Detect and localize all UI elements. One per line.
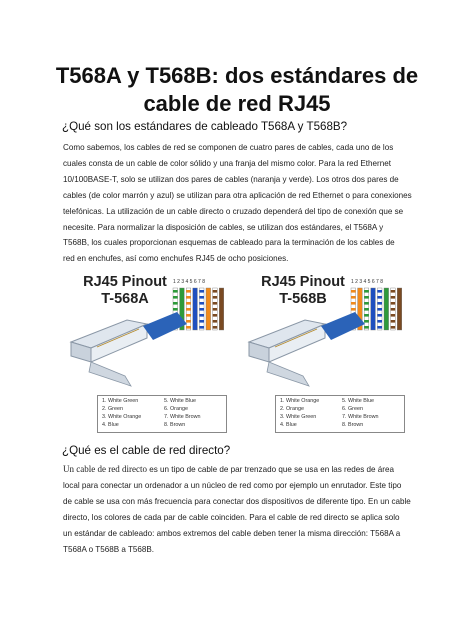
wire-stripe	[391, 296, 396, 299]
legend-item: 1. White Green	[102, 398, 139, 404]
paragraph-line: local para conectar un ordenador a un núcleo de red como por ejemplo un enrutador. Este tipo	[63, 480, 402, 490]
wire-6	[384, 288, 389, 330]
wire-stripe	[351, 308, 356, 311]
wire-stripe	[173, 296, 178, 299]
lead-phrase: Un cable de red directo	[63, 464, 147, 474]
wire-stripe	[391, 302, 396, 305]
legend-item: 6. Orange	[164, 406, 188, 412]
pinout-standard-name: T-568A	[101, 291, 149, 307]
paragraph-standards	[63, 140, 413, 267]
wire-stripe	[199, 308, 204, 311]
legend-item: 6. Green	[342, 406, 363, 412]
wire-stripe	[213, 320, 218, 323]
pinout-heading: RJ45 Pinout	[261, 274, 345, 290]
wire-stripe	[186, 290, 191, 293]
legend-item: 2. Green	[102, 406, 123, 412]
pinout-heading: RJ45 Pinout	[83, 274, 167, 290]
wire-stripe	[351, 290, 356, 293]
wire-stripe	[377, 314, 382, 317]
legend-item: 4. Blue	[280, 422, 297, 428]
wire-8	[219, 288, 224, 330]
paragraph-line: Como sabemos, los cables de red se componen de cuatro pares de cables, cada uno de los	[63, 143, 394, 152]
paragraph-line: 10/100BASE-T, solo se utilizan dos pares de cables (naranja y verde). Los otros dos pares de	[63, 174, 399, 184]
legend-item: 3. White Green	[280, 414, 317, 420]
wire-stripe	[186, 314, 191, 317]
legend-item: 8. Brown	[164, 422, 186, 428]
pinout-panel-t568b	[239, 268, 411, 434]
wire-stripe	[186, 320, 191, 323]
legend-item: 1. White Orange	[280, 398, 320, 404]
wire-stripe	[213, 308, 218, 311]
network-cable	[143, 312, 187, 340]
wire-stripe	[377, 302, 382, 305]
legend-item: 7. White Brown	[164, 414, 201, 420]
rj45-plug-illustration-t568a	[61, 268, 233, 394]
wire-stripe	[364, 320, 369, 323]
rj45-plug-illustration-t568b	[239, 268, 411, 394]
pin-numbers-label: 1 2 3 4 5 6 7 8	[173, 279, 205, 285]
title-line-1: T568A y T568B: dos estándares de	[55, 63, 419, 88]
legend-item: 4. Blue	[102, 422, 119, 428]
paragraph-line: telefónicas. La utilización de un cable directo o cruzado dependerá del tipo de conexión que se	[63, 206, 404, 216]
wire-stripe	[364, 308, 369, 311]
rj45-pinout-figure	[61, 268, 413, 434]
wire-stripe	[377, 326, 382, 329]
wire-4	[193, 288, 198, 330]
wire-stripe	[213, 290, 218, 293]
wire-stripe	[199, 290, 204, 293]
wire-stripe	[377, 308, 382, 311]
section-heading-straight-cable: ¿Qué es el cable de red directo?	[62, 444, 231, 457]
wire-stripe	[186, 296, 191, 299]
wire-stripe	[377, 290, 382, 293]
legend-item: 5. White Blue	[342, 398, 375, 404]
wire-stripe	[213, 296, 218, 299]
wire-stripe	[391, 290, 396, 293]
wire-stripe	[377, 296, 382, 299]
wire-stripe	[173, 290, 178, 293]
wire-color-legend-t568a	[97, 395, 227, 433]
wire-stripe	[364, 326, 369, 329]
wire-stripe	[364, 314, 369, 317]
legend-item: 3. White Orange	[102, 414, 142, 420]
wire-stripe	[213, 326, 218, 329]
plug-latch	[89, 362, 131, 386]
wire-stripe	[391, 320, 396, 323]
wire-stripe	[351, 302, 356, 305]
legend-item: 2. Orange	[280, 406, 304, 412]
paragraph-line: cuales consta de un cable de color sólido y una franja del mismo color. Para la red Ethernet	[63, 158, 391, 168]
wire-stripe	[213, 302, 218, 305]
wire-stripe	[199, 314, 204, 317]
paragraph-line: un estándar de cableado: ambos extremos del cable deben tener la misma dirección: T568A a	[63, 528, 401, 538]
wire-stripe	[391, 326, 396, 329]
legend-item: 5. White Blue	[164, 398, 197, 404]
wire-stripe	[186, 326, 191, 329]
paragraph-line: cables (de color marrón y azul) se utilizan para otra aplicación de red Ethernet o para conexiones	[63, 190, 412, 200]
document-title	[40, 62, 434, 118]
wire-4	[371, 288, 376, 330]
network-cable	[321, 312, 365, 340]
plug-latch	[267, 362, 309, 386]
wire-stripe	[173, 302, 178, 305]
legend-item: 7. White Brown	[342, 414, 379, 420]
paragraph-line: de cable se usa con más frecuencia para conectar dos dispositivos de diferente tipo. En un cable	[63, 496, 411, 506]
wire-stripe	[213, 314, 218, 317]
wire-stripe	[199, 326, 204, 329]
legend-item: 8. Brown	[342, 422, 364, 428]
section-heading-standards: ¿Qué son los estándares de cableado T568A y T568B?	[62, 120, 348, 133]
paragraph-straight-cable	[63, 462, 413, 557]
pin-numbers-label: 1 2 3 4 5 6 7 8	[351, 279, 383, 285]
wire-stripe	[199, 302, 204, 305]
wire-stripe	[199, 320, 204, 323]
wire-stripe	[391, 314, 396, 317]
wire-color-legend-t568b	[275, 395, 405, 433]
wire-stripe	[364, 296, 369, 299]
title-line-2: cable de red RJ45	[143, 91, 331, 116]
paragraph-line: directo, los colores de cada par de cable coinciden. Para el cable de red directo se aplica solo	[63, 512, 400, 522]
pinout-panel-t568a	[61, 268, 233, 434]
wire-stripe	[173, 308, 178, 311]
wire-stripe	[377, 320, 382, 323]
line-continuation: es un tipo de cable de par trenzado que se usa en las redes de área	[146, 465, 394, 474]
wire-stripe	[186, 308, 191, 311]
paragraph-line: red en enchufes, así como enchufes RJ45 de ocho posiciones.	[63, 254, 289, 264]
wire-6	[206, 288, 211, 330]
paragraph-line: T568B, los cuales proporcionan esquemas de cableado para la terminación de los cables de	[63, 238, 395, 248]
paragraph-line: necesite. Para normalizar la disposición de cables, se utilizan dos estándares, el T568A y	[63, 222, 384, 232]
wire-stripe	[391, 308, 396, 311]
paragraph-line	[63, 462, 413, 478]
paragraph-line: T568A o T568B a T568B.	[63, 544, 155, 554]
pinout-standard-name: T-568B	[279, 291, 327, 307]
wire-stripe	[186, 302, 191, 305]
wire-8	[397, 288, 402, 330]
wire-stripe	[364, 290, 369, 293]
wire-stripe	[351, 296, 356, 299]
wire-stripe	[199, 296, 204, 299]
wire-stripe	[364, 302, 369, 305]
